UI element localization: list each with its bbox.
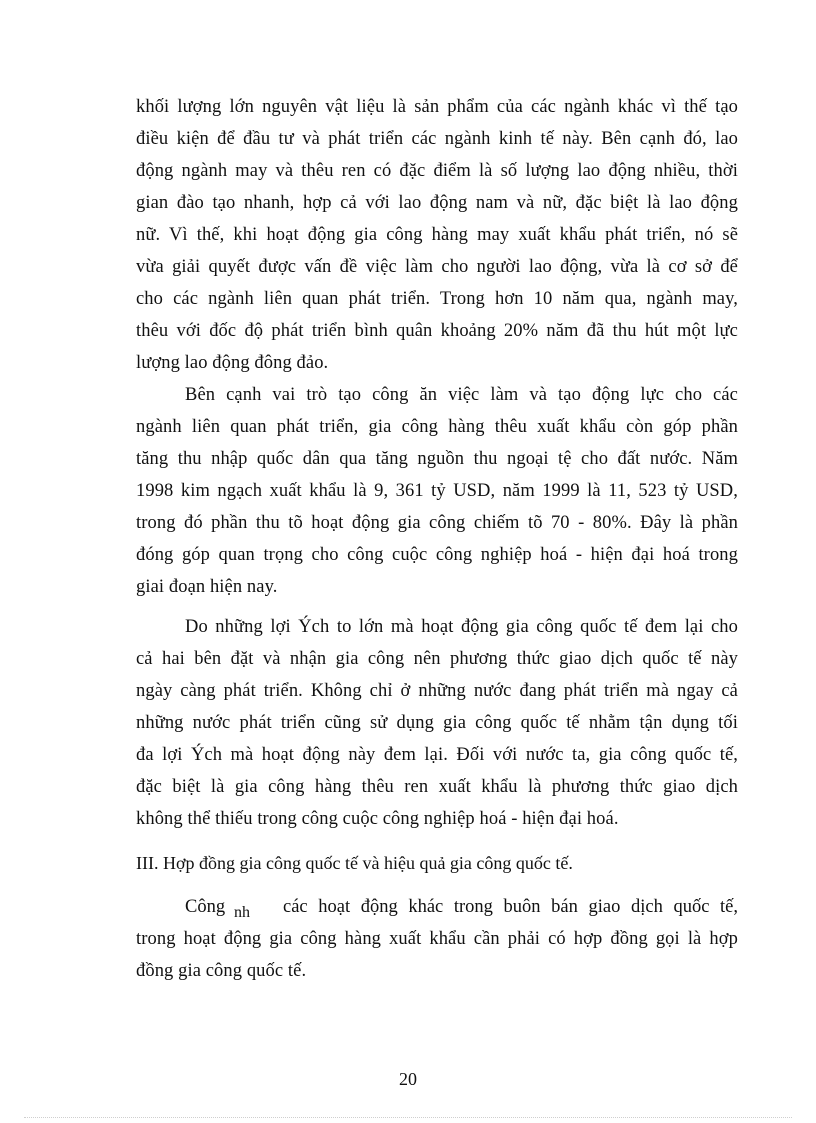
text-line: vừa giải quyết được vấn đề việc làm cho người lao động, vừa là cơ sở để <box>136 257 738 277</box>
text-line: trong đó phần thu tõ hoạt động gia công chiếm tõ 70 - 80%. Đây là phần <box>136 513 738 533</box>
text-line: ngày càng phát triển. Không chỉ ở những nước đang phát triển mà ngay cả <box>136 681 738 701</box>
text-line: cả hai bên đặt và nhận gia công nên phương thức giao dịch quốc tế này <box>136 649 738 669</box>
section-heading: III. Hợp đồng gia công quốc tế và hiệu quả gia công quốc tế. <box>136 853 573 873</box>
text-line: không thể thiếu trong công cuộc công nghiệp hoá - hiện đại hoá. <box>136 809 619 829</box>
text-line: đồng gia công quốc tế. <box>136 961 307 981</box>
text-line: những nước phát triển cũng sử dụng gia công quốc tế nhằm tận dụng tối <box>136 713 738 733</box>
first-line-rest: các hoạt động khác trong buôn bán giao dịch quốc tế, <box>283 897 738 917</box>
text-line: giai đoạn hiện nay. <box>136 577 278 597</box>
text-line: Bên cạnh vai trò tạo công ăn việc làm và tạo động lực cho các <box>185 385 738 405</box>
text-line: đóng góp quan trọng cho công cuộc công nghiệp hoá - hiện đại hoá trong <box>136 545 738 565</box>
text-line: khối lượng lớn nguyên vật liệu là sản phẩm của các ngành khác vì thế tạo <box>136 97 738 117</box>
text-line: Do những lợi Ých to lớn mà hoạt động gia công quốc tế đem lại cho <box>185 617 738 637</box>
page-border-divider <box>24 1117 792 1118</box>
text-line: thêu với đốc độ phát triển bình quân khoảng 20% năm đã thu hút một lực <box>136 321 738 341</box>
text-line: gian đào tạo nhanh, hợp cả với lao động nam và nữ, đặc biệt là lao động <box>136 193 738 213</box>
text-line: nữ. Vì thế, khi hoạt động gia công hàng may xuất khẩu phát triển, nó sẽ <box>136 225 738 245</box>
text-line: điều kiện để đầu tư và phát triển các ngành kinh tế này. Bên cạnh đó, lao <box>136 129 738 149</box>
text-line: trong hoạt động gia công hàng xuất khẩu cần phải có hợp đồng gọi là hợp <box>136 929 738 949</box>
text-line: đặc biệt là gia công hàng thêu ren xuất khẩu là phương thức giao dịch <box>136 777 738 797</box>
first-word: Công <box>185 897 226 917</box>
text-line: lượng lao động đông đảo. <box>136 353 329 373</box>
text-line: động ngành may và thêu ren có đặc điểm là số lượng lao động nhiều, thời <box>136 161 738 181</box>
text-fragment: nh <box>234 904 250 921</box>
text-line: cho các ngành liên quan phát triển. Trong hơn 10 năm qua, ngành may, <box>136 289 738 309</box>
text-line: đa lợi Ých mà hoạt động này đem lại. Đối với nước ta, gia công quốc tế, <box>136 745 738 765</box>
text-line: tăng thu nhập quốc dân qua tăng nguồn thu ngoại tệ cho đất nước. Năm <box>136 449 738 469</box>
text-line: 1998 kim ngạch xuất khẩu là 9, 361 tỷ USD, năm 1999 là 11, 523 tỷ USD, <box>136 481 738 501</box>
text-line: ngành liên quan phát triển, gia công hàng thêu xuất khẩu còn góp phần <box>136 417 738 437</box>
page-number: 20 <box>399 1069 417 1089</box>
